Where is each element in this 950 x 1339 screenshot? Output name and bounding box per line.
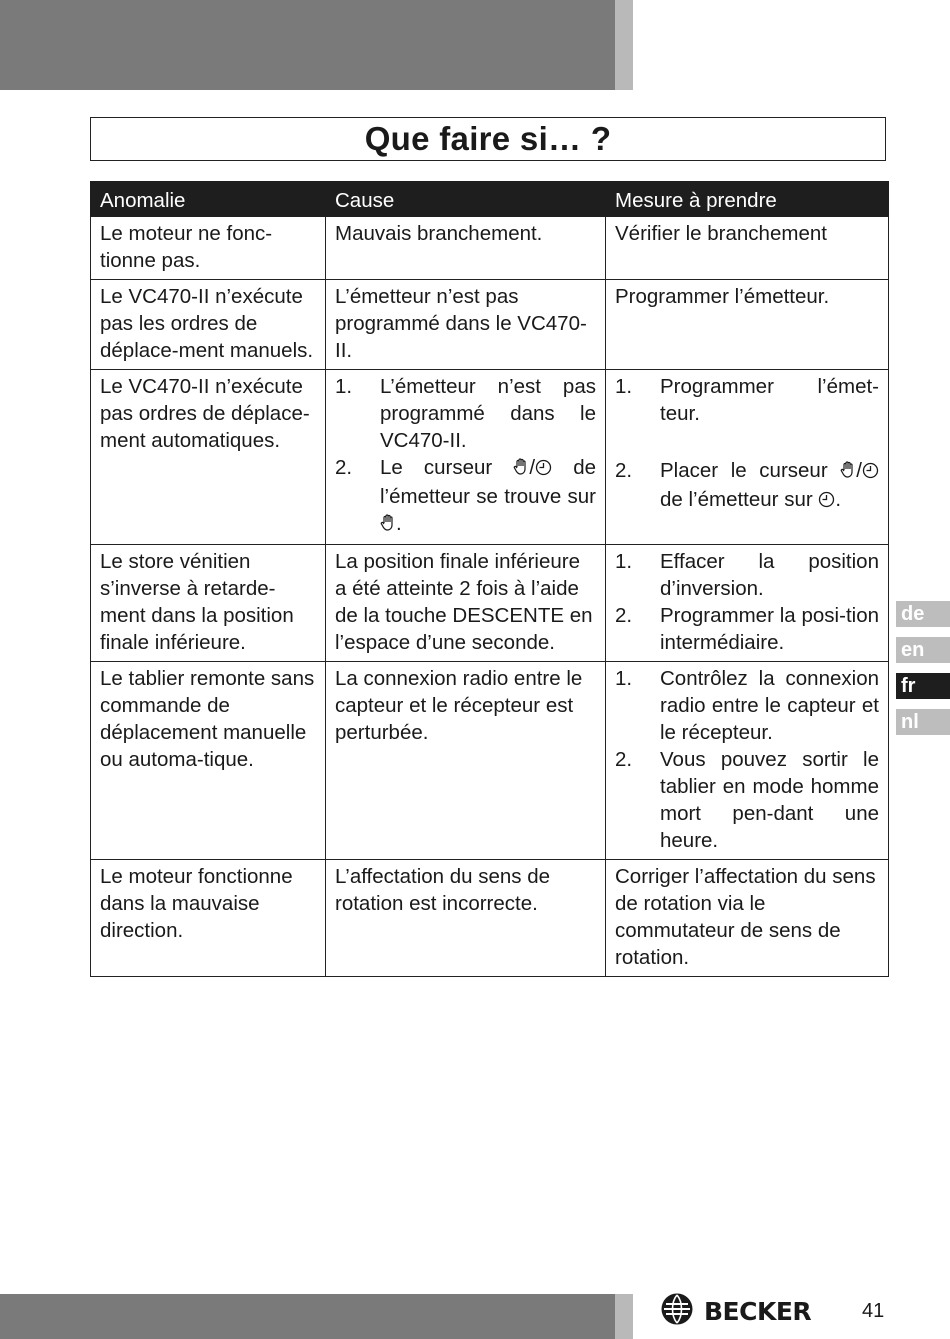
- item-number: 2.: [615, 748, 633, 771]
- mesure-list: [615, 665, 879, 854]
- item-text-post: de l’émetteur sur: [660, 488, 813, 511]
- table-row: [91, 545, 889, 662]
- troubleshooting-table: [90, 181, 889, 977]
- title-box: [90, 117, 886, 161]
- item-number: 1.: [615, 375, 633, 398]
- anomalie-cell: Le VC470-II n’exécute pas les ordres de déplace-ment manuels.: [91, 280, 326, 370]
- table-header-row: [91, 182, 889, 217]
- mesure-list: [615, 373, 879, 515]
- list-item: [335, 373, 596, 454]
- cause-cell: [326, 370, 606, 545]
- cause-cell: La connexion radio entre le capteur et le récepteur est perturbée.: [326, 662, 606, 860]
- item-text-pre: Le curseur: [380, 456, 493, 479]
- footer-band-edge: [615, 1294, 633, 1339]
- hand-icon: [840, 459, 856, 486]
- anomalie-cell: Le tablier remonte sans commande de déplacement manuelle ou automa-tique.: [91, 662, 326, 860]
- item-number: 2.: [335, 456, 353, 479]
- page-title: Que faire si… ?: [364, 120, 612, 157]
- list-item: [615, 665, 879, 746]
- brand-logo: [660, 1293, 811, 1329]
- cause-cell: La position finale inférieure a été atteinte 2 fois à l’aide de la touche DESCENTE en l’espace d’une seconde.: [326, 545, 606, 662]
- table-row: [91, 860, 889, 977]
- mesure-cell: Vérifier le branchement: [606, 217, 889, 280]
- item-text: L’émetteur n’est pas programmé dans le VC470-II.: [380, 375, 596, 452]
- anomalie-cell: Le moteur fonctionne dans la mauvaise direction.: [91, 860, 326, 977]
- language-tabs: [896, 601, 950, 745]
- item-number: 1.: [615, 667, 633, 690]
- item-number: 1.: [335, 375, 353, 398]
- table-row: [91, 662, 889, 860]
- cause-cell: L’émetteur n’est pas programmé dans le VC470-II.: [326, 280, 606, 370]
- becker-emblem-icon: [660, 1292, 694, 1331]
- item-text: Le curseur / de l’émetteur se trouve sur .: [380, 454, 596, 539]
- header-band-edge: [615, 0, 633, 90]
- language-tab-nl[interactable]: nl: [896, 709, 950, 735]
- mesure-list: [615, 548, 879, 656]
- page-number: 41: [862, 1300, 885, 1322]
- list-item: [615, 548, 879, 602]
- item-text: Placer le curseur / de l’émetteur sur .: [660, 457, 879, 515]
- table-row: [91, 217, 889, 280]
- mesure-cell: [606, 545, 889, 662]
- list-item: [615, 373, 879, 427]
- table-row: [91, 280, 889, 370]
- column-header-cause: Cause: [326, 182, 606, 217]
- item-text-pre: Placer le curseur: [660, 459, 828, 482]
- item-number: 2.: [615, 604, 633, 627]
- mesure-cell: Programmer l’émetteur.: [606, 280, 889, 370]
- list-item: [615, 457, 879, 515]
- cause-list: [335, 373, 596, 539]
- mesure-cell: Corriger l’affectation du sens de rotation via le commutateur de sens de rotation.: [606, 860, 889, 977]
- anomalie-cell: Le moteur ne fonc-tionne pas.: [91, 217, 326, 280]
- hand-icon: [513, 456, 529, 483]
- language-tab-de[interactable]: de: [896, 601, 950, 627]
- item-number: 1.: [615, 550, 633, 573]
- anomalie-cell: Le store vénitien s’inverse à retarde-ment dans la position finale inférieure.: [91, 545, 326, 662]
- header-band: [0, 0, 615, 90]
- hand-icon: [380, 512, 396, 539]
- mesure-cell: [606, 662, 889, 860]
- clock-icon: [862, 459, 879, 486]
- item-text: Effacer la position d’inversion.: [660, 550, 879, 600]
- list-item: [615, 746, 879, 854]
- item-text: Programmer l’émet-teur.: [660, 375, 879, 425]
- item-number: 2.: [615, 459, 633, 482]
- column-header-mesure: Mesure à prendre: [606, 182, 889, 217]
- column-header-anomalie: Anomalie: [91, 182, 326, 217]
- list-item: [615, 602, 879, 656]
- language-tab-en[interactable]: en: [896, 637, 950, 663]
- brand-name: BECKER: [704, 1296, 812, 1326]
- item-text: Contrôlez la connexion radio entre le capteur et le récepteur.: [660, 667, 879, 744]
- anomalie-cell: Le VC470-II n’exécute pas ordres de déplace-ment automatiques.: [91, 370, 326, 545]
- table-row: [91, 370, 889, 545]
- language-tab-fr[interactable]: fr: [896, 673, 950, 699]
- mesure-cell: [606, 370, 889, 545]
- item-text: Vous pouvez sortir le tablier en mode homme mort pen-dant une heure.: [660, 748, 879, 852]
- clock-icon: [818, 488, 835, 515]
- footer-band: [0, 1294, 615, 1339]
- cause-cell: Mauvais branchement.: [326, 217, 606, 280]
- clock-icon: [535, 456, 552, 483]
- spacer: [615, 427, 879, 457]
- item-text: Programmer la posi-tion intermédiaire.: [660, 604, 879, 654]
- list-item: [335, 454, 596, 539]
- item-text-post: de l’émetteur se trouve sur: [380, 456, 596, 508]
- cause-cell: L’affectation du sens de rotation est incorrecte.: [326, 860, 606, 977]
